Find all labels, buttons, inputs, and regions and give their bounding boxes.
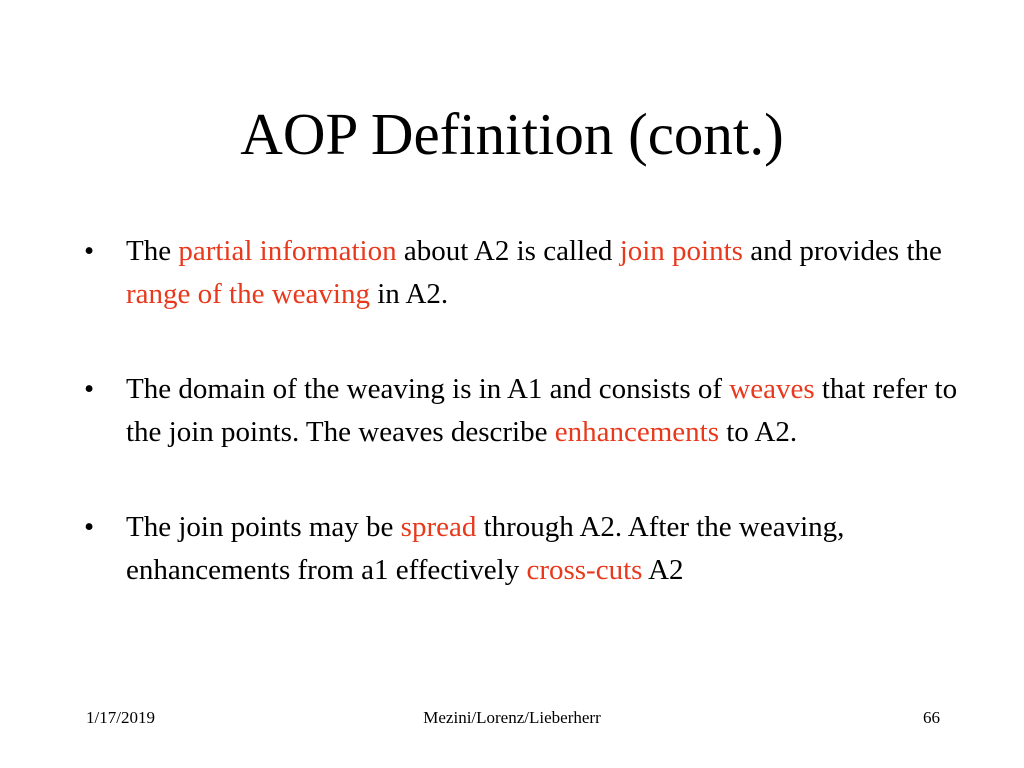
- slide-title: AOP Definition (cont.): [240, 101, 784, 167]
- bullet-text-segment: The domain of the weaving is in A1 and consists of: [126, 373, 730, 405]
- bullet-item: [84, 506, 964, 592]
- bullet-text-segment: about A2 is called: [396, 235, 620, 267]
- highlighted-term: cross-cuts: [526, 554, 643, 586]
- highlighted-term: weaves: [729, 373, 815, 405]
- highlighted-term: spread: [400, 511, 477, 543]
- bullet-dot-icon: •: [84, 373, 95, 405]
- bullet-text-segment: through A2. After the weaving, enhancements from a1 effectively: [126, 511, 845, 586]
- bullet-item: [84, 230, 964, 316]
- bullet-text-segment: A2: [642, 554, 684, 586]
- bullet-item: [84, 368, 964, 454]
- bullet-text-segment: in A2.: [369, 278, 449, 310]
- highlighted-term: range of the weaving: [126, 278, 370, 310]
- footer-authors: Mezini/Lorenz/Lieberherr: [423, 708, 601, 727]
- highlighted-term: partial information: [178, 235, 397, 267]
- bullet-text-segment: The join points may be: [126, 511, 401, 543]
- bullet-text-segment: that refer to the join points. The weaves describe: [126, 373, 958, 448]
- bullet-text-segment: and provides the: [742, 235, 942, 267]
- bullet-list: [84, 230, 964, 644]
- bullet-text-segment: The: [126, 235, 179, 267]
- bullet-dot-icon: •: [84, 511, 95, 543]
- footer-date: 1/17/2019: [86, 708, 155, 727]
- highlighted-term: join points: [619, 235, 743, 267]
- bullet-text-segment: to A2.: [718, 416, 798, 448]
- highlighted-term: enhancements: [554, 416, 719, 448]
- bullet-dot-icon: •: [84, 235, 95, 267]
- page-number: 66: [923, 708, 940, 727]
